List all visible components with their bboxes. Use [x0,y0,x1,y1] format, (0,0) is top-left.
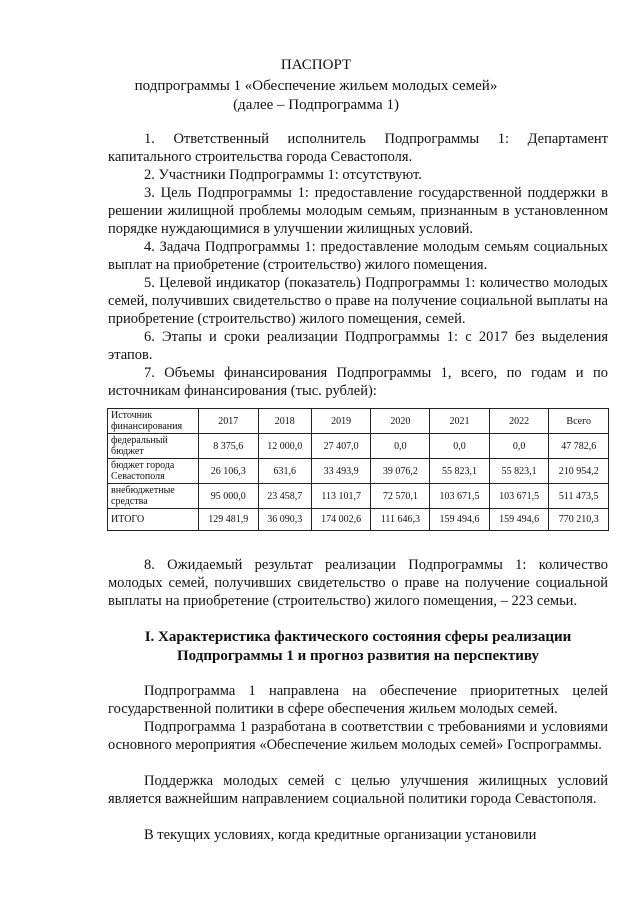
table-header-row [108,409,609,434]
document-title: ПАСПОРТ [280,57,352,73]
table-cell: 111 646,3 [371,509,430,531]
table-header-cell: Всего [549,409,609,434]
passport-item-2: 2. Участники Подпрограммы 1: отсутствуют. [144,167,422,183]
table-cell: 129 481,9 [199,509,259,531]
table-cell: 47 782,6 [549,434,609,459]
table-cell: 103 671,5 [489,484,549,509]
table-header-cell: 2021 [430,409,490,434]
table-cell: 0,0 [430,434,490,459]
table-header-cell: Источник финансирования [108,409,199,434]
table-cell: 0,0 [371,434,430,459]
passport-item-3: 3. Цель Подпрограммы 1: предоставление государственной поддержки в решении жилищной проблемы молодым семьям, признанным в установленном порядке нуждающимися в улучшении жилищных условий. [108,185,608,237]
table-cell: 770 210,3 [549,509,609,531]
table-cell: 27 407,0 [311,434,371,459]
table-cell: 631,6 [258,459,311,484]
table-row [108,484,609,509]
section-heading-line-2: Подпрограммы 1 и прогноз развития на перспективу [177,648,539,664]
table-cell: 55 823,1 [489,459,549,484]
table-cell: 12 000,0 [258,434,311,459]
table-cell: федеральный бюджет [108,434,199,459]
table-cell: 159 494,6 [489,509,549,531]
section-paragraph-2: Подпрограмма 1 разработана в соответствии с требованиями и условиями основного мероприятия «Обеспечение жильем молодых семей» Госпрограммы. [108,719,608,753]
table-cell: 0,0 [489,434,549,459]
passport-item-8: 8. Ожидаемый результат реализации Подпрограммы 1: количество молодых семей, получивших свидетельство о праве на получение социальной выплаты на приобретение (строительство) жилого помещения, – 223 семьи. [108,557,608,609]
section-paragraph-4: В текущих условиях, когда кредитные организации установили [144,827,537,843]
table-cell: 33 493,9 [311,459,371,484]
table-cell: 95 000,0 [199,484,259,509]
table-cell: ИТОГО [108,509,199,531]
table-cell: 511 473,5 [549,484,609,509]
financing-table [107,408,609,531]
table-cell: 103 671,5 [430,484,490,509]
table-cell: 210 954,2 [549,459,609,484]
passport-item-6: 6. Этапы и сроки реализации Подпрограммы 1: с 2017 без выделения этапов. [108,329,608,363]
table-cell: бюджет города Севастополя [108,459,199,484]
table-cell: 55 823,1 [430,459,490,484]
table-cell: 39 076,2 [371,459,430,484]
table-header-cell: 2022 [489,409,549,434]
passport-item-4: 4. Задача Подпрограммы 1: предоставление молодым семьям социальных выплат на приобретение (строительство) жилого помещения. [108,239,608,273]
table-cell: 23 458,7 [258,484,311,509]
table-cell: 26 106,3 [199,459,259,484]
table-cell: внебюджетные средства [108,484,199,509]
section-heading-line-1: I. Характеристика фактического состояния сферы реализации [144,629,572,645]
table-total-row [108,509,609,531]
table-cell: 8 375,6 [199,434,259,459]
table-cell: 36 090,3 [258,509,311,531]
passport-item-5: 5. Целевой индикатор (показатель) Подпрограммы 1: количество молодых семей, получивших свидетельство о праве на получение социальной выплаты на приобретение (строительство) жилого помещения, семей. [108,275,608,327]
table-row [108,434,609,459]
passport-item-7: 7. Объемы финансирования Подпрограммы 1, всего, по годам и по источникам финансирования (тыс. рублей): [108,365,608,399]
table-cell: 72 570,1 [371,484,430,509]
document-subtitle: подпрограммы 1 «Обеспечение жильем молодых семей» [134,78,498,94]
table-cell: 174 002,6 [311,509,371,531]
table-header-cell: 2020 [371,409,430,434]
table-cell: 113 101,7 [311,484,371,509]
section-paragraph-1: Подпрограмма 1 направлена на обеспечение приоритетных целей государственной политики в сфере обеспечения жильем молодых семей. [108,683,608,717]
table-header-cell: 2017 [199,409,259,434]
section-paragraph-3: Поддержка молодых семей с целью улучшения жилищных условий является важнейшим направлением социальной политики города Севастополя. [108,773,608,807]
table-header-cell: 2019 [311,409,371,434]
section-heading [108,628,608,666]
document-subtitle-note: (далее – Подпрограмма 1) [233,97,399,113]
passport-item-1: 1. Ответственный исполнитель Подпрограммы 1: Департамент капитального строительства города Севастополя. [108,131,608,165]
table-row [108,459,609,484]
table-cell: 159 494,6 [430,509,490,531]
table-header-cell: 2018 [258,409,311,434]
